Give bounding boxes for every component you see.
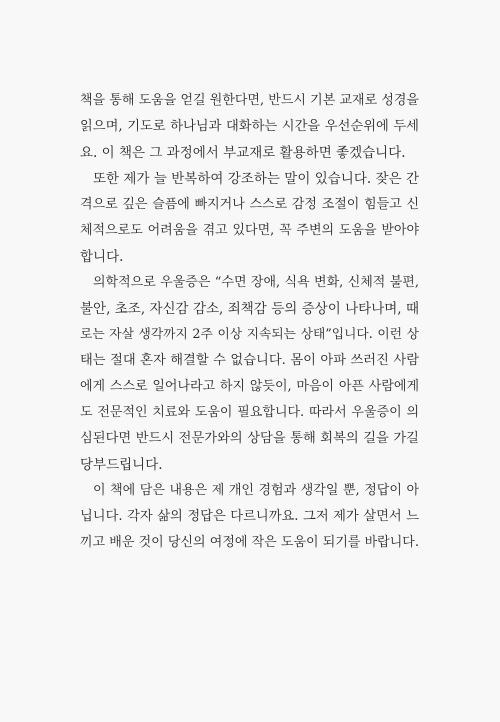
text-line: 또한 제가 늘 반복하여 강조하는 말이 있습니다. 잦은 간 (93, 171, 419, 187)
paragraph-4 (80, 478, 419, 556)
text-line: 도 전문적인 치료와 도움이 필요합니다. 따라서 우울증이 의 (80, 405, 419, 420)
text-line: 읽으며, 기도로 하나님과 대화하는 시간을 우선순위에 두세 (80, 119, 419, 134)
text-line: 불안, 초조, 자신감 감소, 죄책감 등의 증상이 나타나며, 때 (80, 301, 419, 317)
text-line: 이 책에 담은 내용은 제 개인 경험과 생각일 뿐, 정답이 아 (93, 483, 419, 498)
text-line: 심된다면 반드시 전문가와의 상담을 통해 회복의 길을 가길 (80, 431, 419, 446)
text-line: 합니다. (80, 249, 124, 265)
text-line: 닙니다. 각자 삶의 정답은 다르니까요. 그저 제가 살면서 느 (80, 509, 419, 524)
text-line: 요. 이 책은 그 과정에서 부교재로 활용하면 좋겠습니다. (80, 145, 406, 161)
text-line: 에게 스스로 일어나라고 하지 않듯이, 마음이 아픈 사람에게 (80, 379, 419, 394)
text-line: 체적으로도 어려움을 겪고 있다면, 꼭 주변의 도움을 받아야 (80, 223, 419, 238)
paragraph-3 (80, 270, 419, 478)
text-line: 격으로 깊은 슬픔에 빠지거나 스스로 감정 조절이 힘들고 신 (80, 197, 419, 212)
body-text (80, 88, 419, 556)
paragraph-2 (80, 166, 419, 270)
text-line: 로는 자살 생각까지 2주 이상 지속되는 상태”입니다. 이런 상 (80, 327, 419, 342)
paragraph-1 (80, 88, 419, 166)
text-line: 태는 절대 혼자 해결할 수 없습니다. 몸이 아파 쓰러진 사람 (80, 353, 419, 368)
text-line: 끼고 배운 것이 당신의 여정에 작은 도움이 되기를 바랍니다. (80, 535, 419, 550)
text-line: 의학적으로 우울증은 “수면 장애, 식욕 변화, 신체적 불편, (93, 275, 419, 290)
text-line: 책을 통해 도움을 얻길 원한다면, 반드시 기본 교재로 성경을 (80, 93, 419, 108)
text-line: 당부드립니다. (80, 457, 163, 473)
